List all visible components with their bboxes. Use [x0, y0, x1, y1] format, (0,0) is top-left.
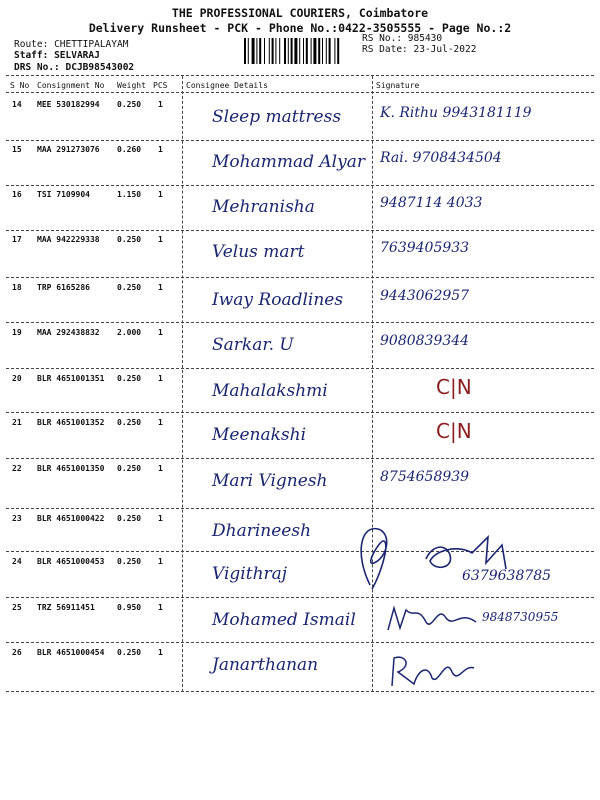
col-header-pcs: PCS — [153, 81, 168, 90]
table-top-rule — [6, 75, 594, 76]
row-sno: 23 — [12, 514, 22, 523]
row-consignee: Janarthanan — [212, 655, 319, 675]
row-divider — [6, 185, 594, 186]
table-bottom-rule — [6, 691, 594, 692]
row-weight: 0.950 — [117, 603, 142, 612]
company-title: THE PROFESSIONAL COURIERS, Coimbatore — [171, 6, 429, 20]
staff-line — [14, 50, 100, 61]
row-consignee: Sarkar. U — [212, 335, 294, 355]
row-divider — [6, 458, 594, 459]
row-weight: 0.250 — [117, 557, 142, 566]
row-signature: C|N — [436, 419, 472, 443]
row-signature: K. Rithu 9943181119 — [380, 105, 532, 121]
row-divider — [6, 322, 594, 323]
row-consignment: BLR 4651000422 — [37, 514, 105, 523]
row-pcs: 1 — [158, 235, 163, 244]
row-signature: 9443062957 — [380, 288, 470, 304]
row-sno: 25 — [12, 603, 22, 612]
row-signature: 7639405933 — [380, 240, 470, 256]
table-row — [0, 280, 600, 324]
row-sno: 16 — [12, 190, 22, 199]
table-row — [0, 415, 600, 459]
row-pcs: 1 — [158, 648, 163, 657]
table-row — [0, 600, 600, 644]
row-signature: 9848730955 — [482, 610, 559, 624]
signature-scribble — [384, 598, 484, 638]
header-bottom-rule — [6, 92, 594, 93]
row-consignment: BLR 4651001351 — [37, 374, 105, 383]
row-consignee: Mari Vignesh — [212, 471, 328, 491]
signature-scribble — [388, 650, 478, 690]
col-header-weight: Weight — [117, 81, 146, 90]
rs-no-label: RS No.: — [362, 33, 403, 44]
row-consignment: BLR 4651001352 — [37, 418, 105, 427]
row-sno: 24 — [12, 557, 22, 566]
row-sno: 14 — [12, 100, 22, 109]
row-signature: 6379638785 — [462, 568, 552, 584]
route-value: CHETTIPALAYAM — [54, 39, 129, 50]
table-row — [0, 187, 600, 231]
row-signature: 9487114 4033 — [380, 195, 483, 211]
row-weight: 1.150 — [117, 190, 142, 199]
row-weight: 0.250 — [117, 100, 142, 109]
route-line — [14, 39, 128, 50]
row-consignment: MAA 292438832 — [37, 328, 100, 337]
row-sno: 19 — [12, 328, 22, 337]
table-row — [0, 461, 600, 505]
row-pcs: 1 — [158, 328, 163, 337]
rs-no-line — [362, 33, 442, 44]
row-pcs: 1 — [158, 557, 163, 566]
row-divider — [6, 277, 594, 278]
row-consignment: MEE 530182994 — [37, 100, 100, 109]
row-weight: 0.250 — [117, 464, 142, 473]
row-consignment: BLR 4651000453 — [37, 557, 105, 566]
row-pcs: 1 — [158, 283, 163, 292]
row-consignee: Mohamed Ismail — [212, 610, 356, 630]
row-consignment: TSI 7109904 — [37, 190, 90, 199]
row-pcs: 1 — [158, 418, 163, 427]
table-row — [0, 325, 600, 369]
row-consignment: TRP 6165286 — [37, 283, 90, 292]
drs-label: DRS No.: — [14, 62, 60, 73]
staff-value: SELVARAJ — [54, 50, 100, 61]
row-pcs: 1 — [158, 514, 163, 523]
rs-no-value: 985430 — [407, 33, 443, 44]
row-sno: 21 — [12, 418, 22, 427]
row-divider — [6, 230, 594, 231]
table-row — [0, 371, 600, 415]
row-signature: 8754658939 — [380, 469, 470, 485]
barcode-image — [244, 38, 356, 64]
row-signature: C|N — [436, 375, 472, 399]
row-weight: 0.250 — [117, 514, 142, 523]
row-weight: 0.250 — [117, 235, 142, 244]
row-divider — [6, 642, 594, 643]
row-signature: 9080839344 — [380, 333, 470, 349]
row-pcs: 1 — [158, 374, 163, 383]
staff-label: Staff: — [14, 50, 49, 61]
row-consignee: Mehranisha — [212, 197, 315, 217]
row-consignment: MAA 291273076 — [37, 145, 100, 154]
row-weight: 0.260 — [117, 145, 142, 154]
runsheet-subtitle: Delivery Runsheet - PCK - Phone No.:0422-3505555 - Page No.:2 — [88, 21, 512, 35]
row-divider — [6, 368, 594, 369]
row-consignee: Meenakshi — [212, 425, 307, 445]
col-header-consignment: Consignment No — [37, 81, 105, 90]
rs-date-line — [362, 44, 476, 55]
row-divider — [6, 508, 594, 509]
row-signature: Rai. 9708434504 — [380, 150, 502, 166]
col-header-consignee: Consignee Details — [186, 81, 268, 90]
row-sno: 22 — [12, 464, 22, 473]
row-consignee: Velus mart — [212, 242, 305, 262]
row-sno: 15 — [12, 145, 22, 154]
row-pcs: 1 — [158, 190, 163, 199]
drs-value: DCJB98543002 — [65, 62, 135, 73]
row-consignee: Mohammad Alyar — [212, 152, 365, 172]
row-pcs: 1 — [158, 100, 163, 109]
table-row — [0, 232, 600, 276]
table-row — [0, 645, 600, 689]
rs-date-value: 23-Jul-2022 — [413, 44, 477, 55]
row-weight: 0.250 — [117, 418, 142, 427]
signature-scribble — [350, 515, 570, 595]
row-consignee: Vigithraj — [212, 564, 288, 584]
row-divider — [6, 597, 594, 598]
drs-line — [14, 62, 134, 73]
row-consignee: Mahalakshmi — [212, 381, 328, 401]
row-consignment: BLR 4651001350 — [37, 464, 105, 473]
table-row — [0, 97, 600, 141]
route-label: Route: — [14, 39, 49, 50]
col-header-sno: S No — [10, 81, 30, 90]
row-sno: 18 — [12, 283, 22, 292]
row-consignee: Iway Roadlines — [212, 290, 344, 310]
row-consignment: TRZ 56911451 — [37, 603, 95, 612]
row-pcs: 1 — [158, 464, 163, 473]
row-weight: 2.000 — [117, 328, 142, 337]
row-divider — [6, 140, 594, 141]
row-sno: 17 — [12, 235, 22, 244]
row-pcs: 1 — [158, 603, 163, 612]
row-sno: 20 — [12, 374, 22, 383]
row-consignment: MAA 942229338 — [37, 235, 100, 244]
row-consignment: BLR 4651000454 — [37, 648, 105, 657]
col-header-signature: Signature — [376, 81, 420, 90]
row-weight: 0.250 — [117, 374, 142, 383]
row-pcs: 1 — [158, 145, 163, 154]
row-divider — [6, 412, 594, 413]
row-weight: 0.250 — [117, 283, 142, 292]
row-sno: 26 — [12, 648, 22, 657]
rs-date-label: RS Date: — [362, 44, 408, 55]
table-row — [0, 142, 600, 186]
row-consignee: Sleep mattress — [212, 107, 342, 127]
row-weight: 0.250 — [117, 648, 142, 657]
row-consignee: Dharineesh — [212, 521, 312, 541]
